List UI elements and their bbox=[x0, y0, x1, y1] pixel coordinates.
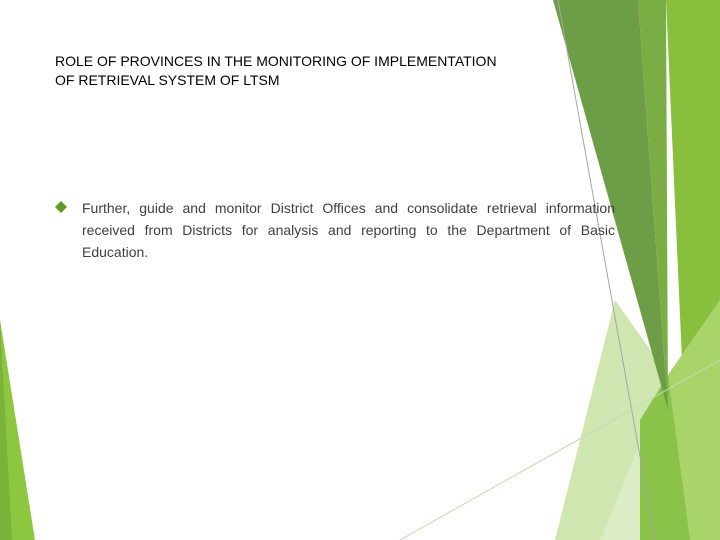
diamond-bullet-icon bbox=[55, 201, 67, 213]
slide-title-line-2: OF RETRIEVAL SYSTEM OF LTSM bbox=[55, 72, 280, 88]
bullet-text: Further, guide and monitor District Offices and consolidate retrieval information received from Districts for analysis and reporting to the Department of Basic Education. bbox=[82, 200, 615, 260]
slide-title bbox=[55, 52, 575, 90]
slide-title-line-1: ROLE OF PROVINCES IN THE MONITORING OF IMPLEMENTATION bbox=[55, 53, 497, 69]
bullet-item bbox=[55, 197, 615, 263]
